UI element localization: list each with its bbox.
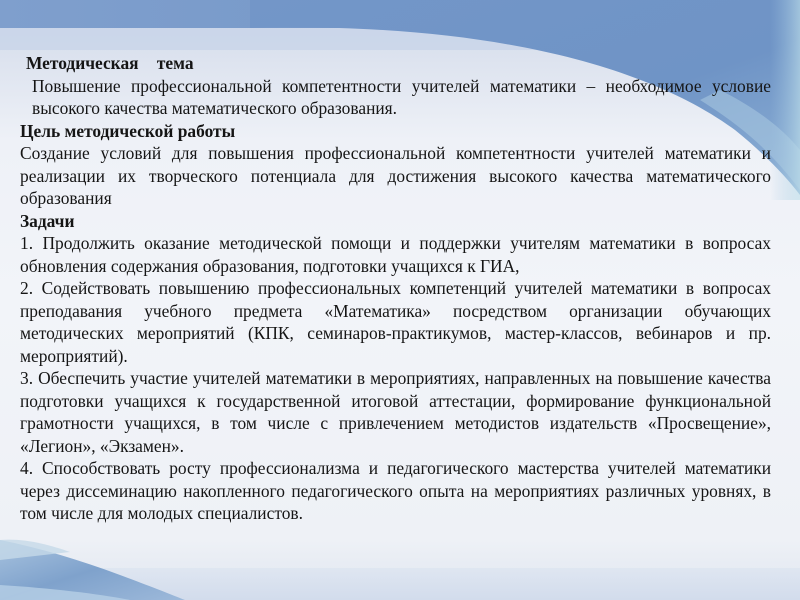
- goal-text: Создание условий для повышения профессиональной компетентности учителей математики и реализации их творческого потенциала для достижения высокого качества математического образования: [20, 143, 771, 208]
- task-item-1: 1. Продолжить оказание методической помощи и поддержки учителям математики в вопросах обновления содержания образования, подготовки учащихся к ГИА,: [20, 233, 771, 276]
- task-item-4: 4. Способствовать росту профессионализма и педагогического мастерства учителей математики через диссеминацию накопленного педагогического опыта на мероприятиях различных уровнях, в том числе для молодых специалистов.: [20, 458, 771, 523]
- task-item-3: 3. Обеспечить участие учителей математики в мероприятиях, направленных на повышение качества подготовки учащихся к государственной итоговой аттестации, формирование функциональной грамотности учащихся, в том числе с привлечением методистов издательств «Просвещение», «Легион», «Экзамен».: [20, 368, 771, 456]
- slide-content: [20, 52, 771, 525]
- topic-text: Повышение профессиональной компетентности учителей математики – необходимое условие высокого качества математического образования.: [32, 75, 771, 118]
- tasks-heading: Задачи: [20, 210, 75, 231]
- topic-heading: Методическая тема: [26, 53, 194, 73]
- task-item-2: 2. Содействовать повышению профессиональных компетенций учителей математики в вопросах преподавания учебного предмета «Математика» посредством организации обучающих методических мероприятий (КПК, семинаров-практикумов, мастер-классов, вебинаров и пр. мероприятий).: [20, 278, 771, 366]
- goal-heading: Цель методической работы: [20, 120, 236, 141]
